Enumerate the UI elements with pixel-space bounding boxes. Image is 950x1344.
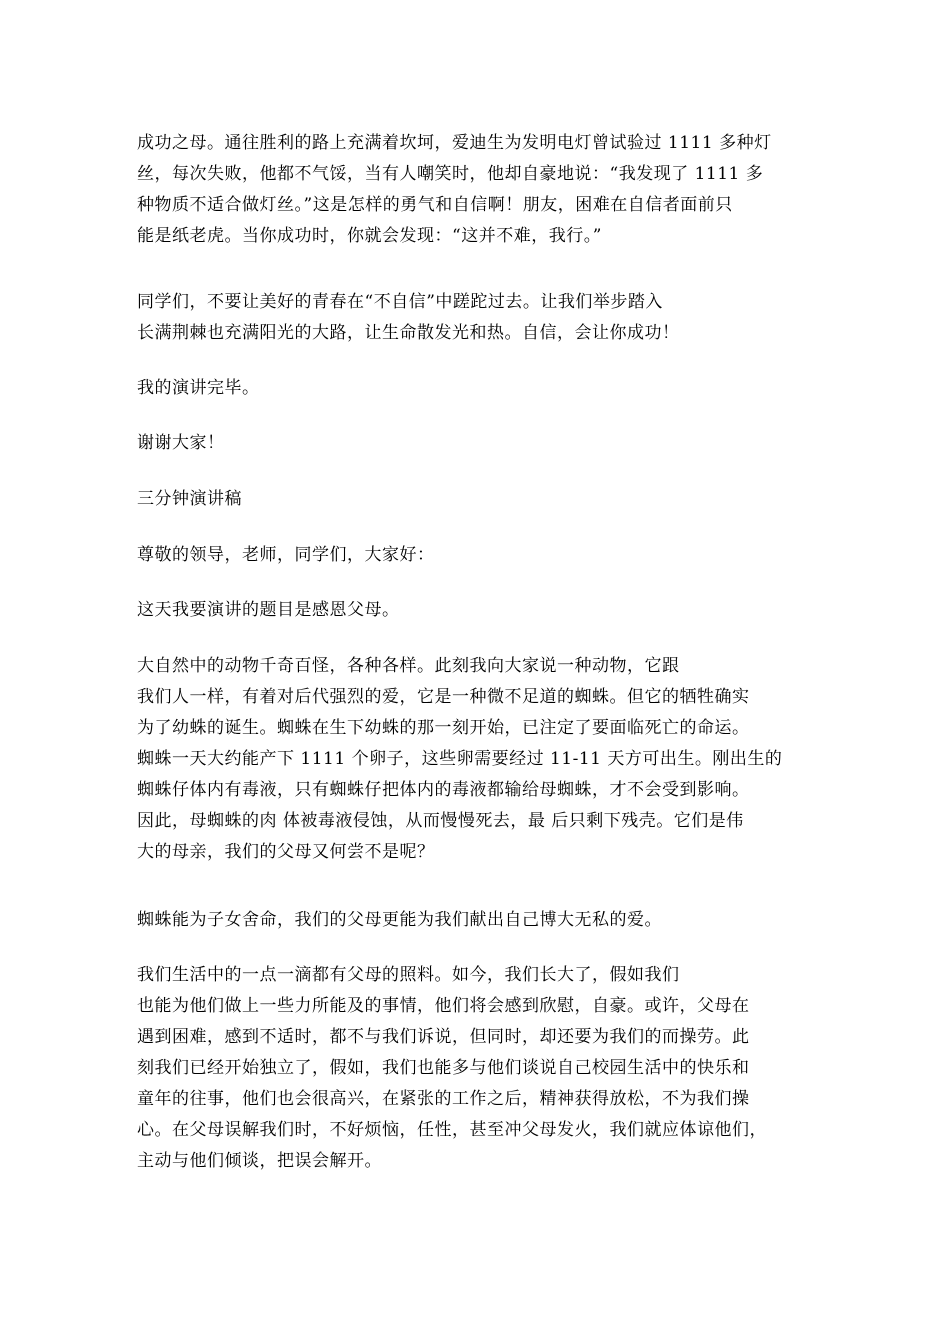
paragraph-topic: 这天我要演讲的题目是感恩父母。 [137,600,400,620]
section-title: 三分钟演讲稿 [137,489,242,509]
paragraph-speech-end: 我的演讲完毕。 [137,378,260,398]
paragraph-edison: 成功之母。通往胜利的路上充满着坎坷，爱迪生为发明电灯曾试验过 1111 多种灯 丝，每次失败，他都不气馁，当有人嘲笑时，他却自豪地说：“我发现了 1111 多 种物质不适合做灯丝。”这是怎样的勇气和自信啊！朋友，困难在自信者面前只 能是纸老虎。当你成功时，你就会发现：“这并不难，我行。” [137,133,772,246]
paragraph-sacrifice: 蜘蛛能为子女舍命，我们的父母更能为我们献出自己博大无私的爱。 [137,910,662,930]
paragraph-greeting: 尊敬的领导，老师，同学们，大家好： [137,545,435,565]
paragraph-youth: 同学们，不要让美好的青春在“不自信”中蹉跎过去。让我们举步踏入 长满荆棘也充满阳光的大路，让生命散发光和热。自信，会让你成功！ [137,292,680,343]
paragraph-thanks: 谢谢大家！ [137,433,225,453]
paragraph-spider: 大自然中的动物千奇百怪，各种各样。此刻我向大家说一种动物，它跟 我们人一样，有着对后代强烈的爱，它是一种微不足道的蜘蛛。但它的牺牲确实 为了幼蛛的诞生。蜘蛛在生下幼蛛的那一刻开始，已注定了要面临死亡的命运。 蜘蛛一天大约能产下 1111 个卵子，这些卵需要经过 11-11 天方可出生。刚出生的 蜘蛛仔体内有毒液，只有蜘蛛仔把体内的毒液都输给母蜘蛛，才不会受到影响。 因此，母蜘蛛的肉 体被毒液侵蚀，从而慢慢死去，最 后只剩下残壳。它们是伟 大的母亲，我们的父母又何尝不是呢？ [137,656,783,862]
paragraph-parents-care: 我们生活中的一点一滴都有父母的照料。如今，我们长大了，假如我们 也能为他们做上一些力所能及的事情，他们将会感到欣慰，自豪。或许，父母在 遇到困难，感到不适时，都不与我们诉说，但同时，却还要为我们的而操劳。此 刻我们已经开始独立了，假如，我们也能多与他们谈说自己校园生活中的快乐和 童年的往事，他们也会很高兴，在紧张的工作之后，精神获得放松，不为我们操 心。在父母误解我们时，不好烦恼，任性，甚至冲父母发火，我们就应体谅他们， 主动与他们倾谈，把误会解开。 [137,965,767,1171]
